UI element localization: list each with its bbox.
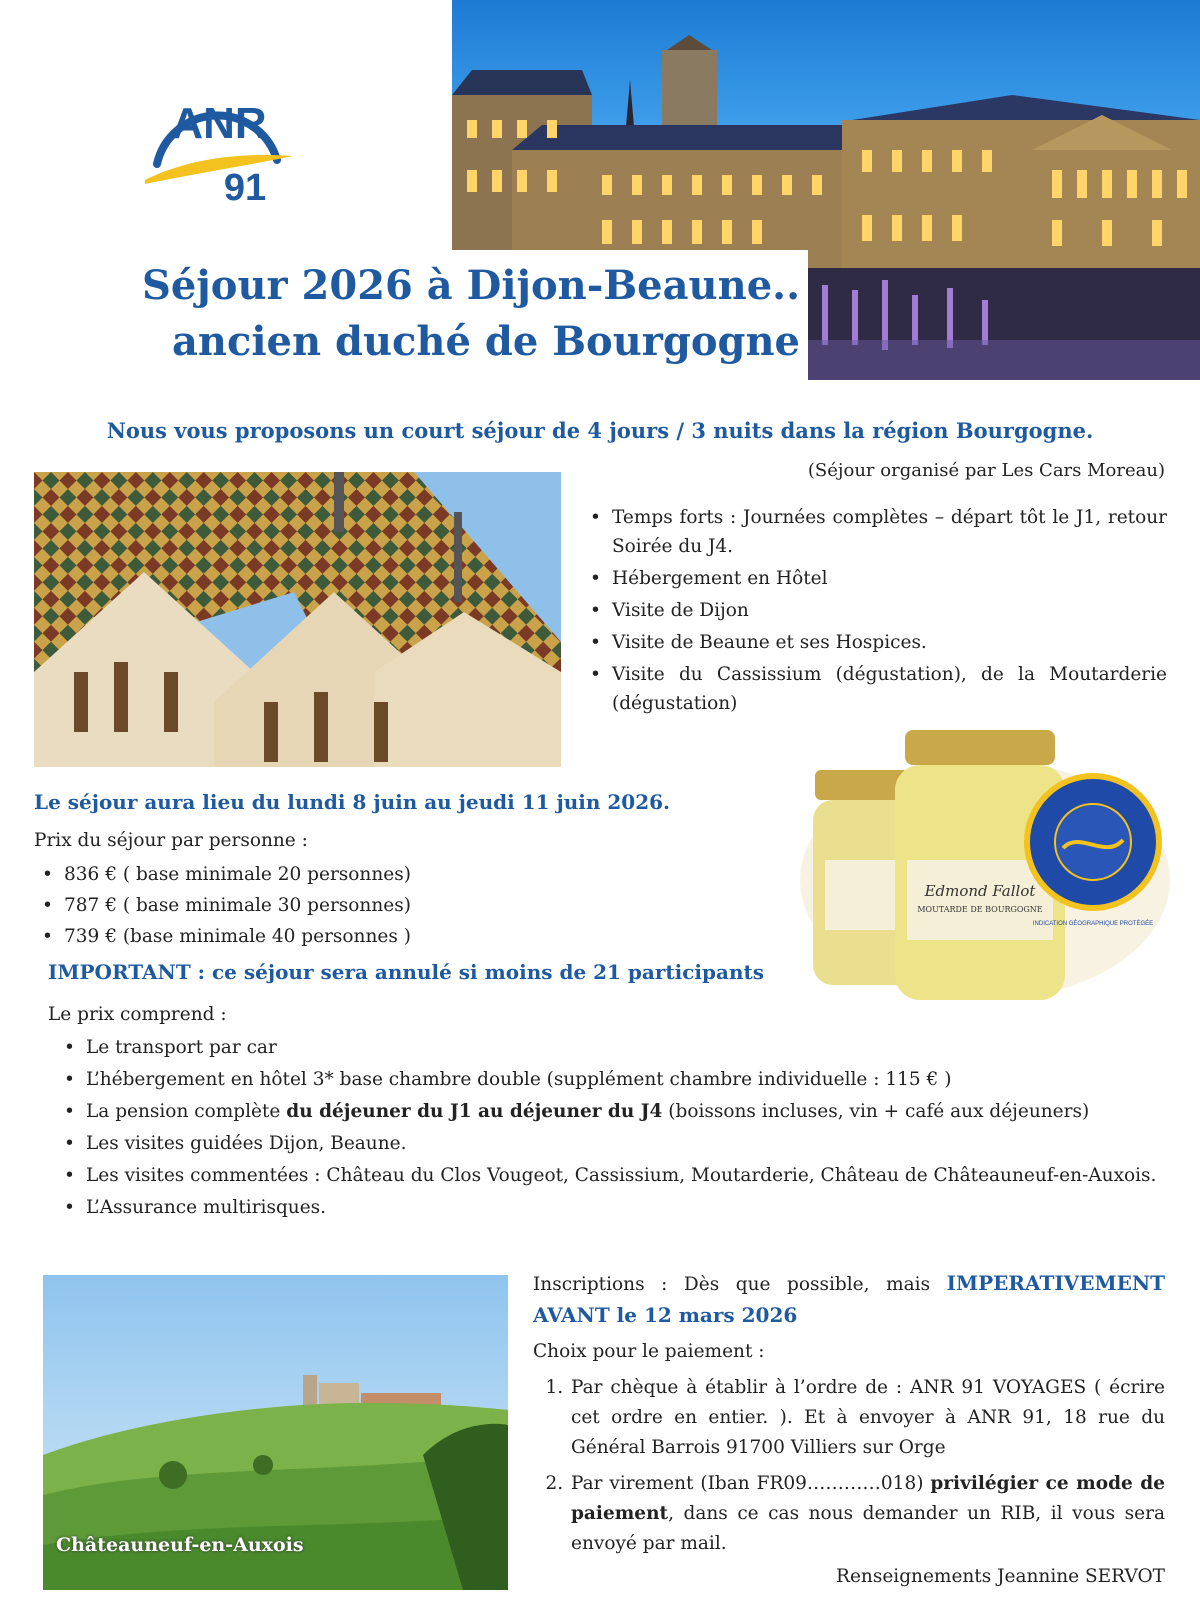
price-list [34,859,734,952]
board-bold-text: du déjeuner du J1 au déjeuner du J4 [286,1101,663,1122]
list-item: • Visite de Dijon [612,596,1167,625]
highlights-list [582,503,1167,721]
igp-seal-text: INDICATION GÉOGRAPHIQUE PROTÉGÉE [1032,921,1154,927]
organizer-text: (Séjour organisé par Les Cars Moreau) [807,460,1165,481]
list-item [569,1469,1165,1559]
contact-text: Renseignements Jeannine SERVOT [836,1566,1165,1587]
price-label: Prix du séjour par personne : [34,830,308,851]
list-item: • 787 € ( base minimale 30 personnes) [64,890,734,921]
logo-text-91: 91 [223,167,267,209]
inscriptions-deadline: IMPERATIVEMENT AVANT le 12 mars 2026 [533,1271,1165,1327]
payment-options-list [533,1373,1165,1565]
inscriptions-pre: Inscriptions : Dès que possible, mais [533,1274,947,1295]
title-line-2: ancien duché de Bourgogne [171,318,800,365]
transfer-bold-text: privilégier ce mode de paiement [571,1473,1165,1524]
list-item: • Le transport par car [86,1033,1166,1063]
chateau-caption: Châteauneuf-en-Auxois [56,1534,304,1556]
list-item: • Les visites commentées : Château du Clos Vougeot, Cassissium, Moutarderie, Château de Châteauneuf-en-Auxois. [86,1161,1166,1191]
list-item: • Visite de Beaune et ses Hospices. [612,628,1167,657]
includes-label: Le prix comprend : [48,1004,227,1025]
intro-text: Nous vous proposons un court séjour de 4 jours / 3 nuits dans la région Bourgogne. [106,418,1094,443]
inscriptions-text [533,1268,1165,1332]
mustard-label-text: MOUTARDE DE BOURGOGNE [917,905,1043,914]
mustard-brand-text: Edmond Fallot [924,882,1036,900]
list-item: • L’hébergement en hôtel 3* base chambre double (supplément chambre individuelle : 115 € ) [86,1065,1166,1095]
payment-label: Choix pour le paiement : [533,1341,765,1362]
list-item: • Hébergement en Hôtel [612,564,1167,593]
board-text: La pension complète [86,1101,287,1122]
anr91-logo [145,72,295,212]
board-text-end: (boissons incluses, vin + café aux déjeuners) [662,1101,1090,1122]
includes-list [56,1033,1166,1225]
important-notice: IMPORTANT : ce séjour sera annulé si moins de 21 participants [48,960,765,984]
mustard-jars-image [795,730,1175,1000]
list-item: • Temps forts : Journées complètes – départ tôt le J1, retour Soirée du J4. [612,503,1167,561]
list-item [86,1097,1166,1127]
title-line-1: Séjour 2026 à Dijon-Beaune.. [141,262,800,309]
trip-dates: Le séjour aura lieu du lundi 8 juin au jeudi 11 juin 2026. [34,790,671,814]
page-title [100,258,800,370]
logo-text-anr: ANR [171,99,267,148]
list-item: • 836 € ( base minimale 20 personnes) [64,859,734,890]
hospices-roof-image [34,472,561,767]
list-item: • Les visites guidées Dijon, Beaune. [86,1129,1166,1159]
list-item: 1. Par chèque à établir à l’ordre de : ANR 91 VOYAGES ( écrire cet ordre en entier. ). Et à envoyer à ANR 91, 18 rue du Général Barrois 91700 Villiers sur Orge [569,1373,1165,1463]
list-item: • Visite du Cassissium (dégustation), de la Moutarderie (dégustation) [612,660,1167,718]
list-item: • L’Assurance multirisques. [86,1193,1166,1223]
transfer-text: Par virement (Iban FR09…………018) [571,1473,931,1494]
list-item: • 739 € (base minimale 40 personnes ) [64,921,734,952]
transfer-text-end: , dans ce cas nous demander un RIB, il vous sera envoyé par mail. [571,1503,1165,1554]
